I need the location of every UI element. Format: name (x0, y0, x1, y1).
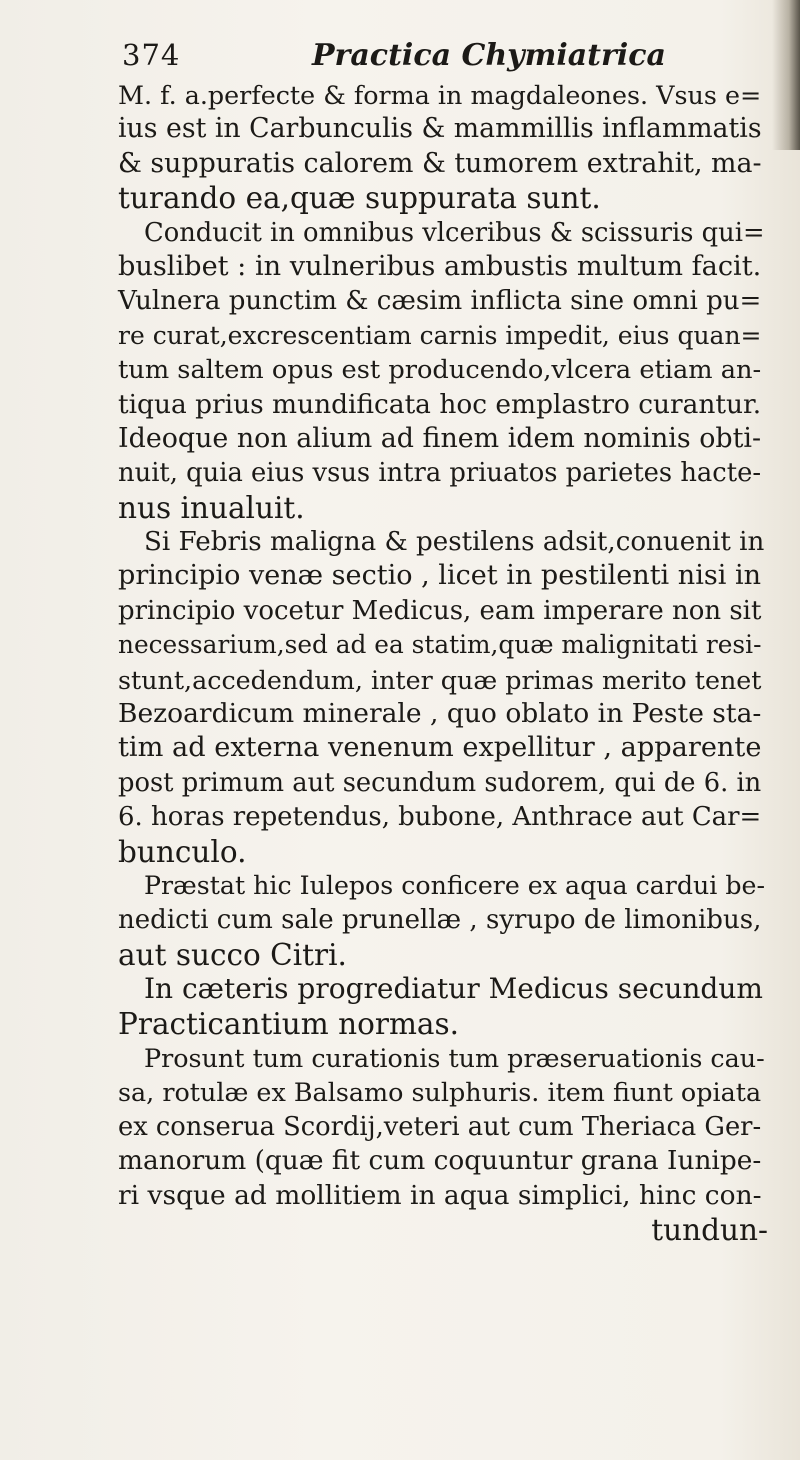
text-line: Vulnera punctim & cæsim inflicta sine omni pu= (118, 286, 762, 317)
text-line: M. f. a.perfecte & forma in magdaleones. Vsus e= (118, 80, 762, 110)
text-line: tiqua prius mundificata hoc emplastro curantur. (118, 388, 762, 420)
catchword: tundun- (651, 1212, 768, 1247)
text-line: Bezoardicum minerale , quo oblato in Peste sta- (118, 698, 762, 730)
text-line: re curat,excrescentiam carnis impedit, eius quan= (118, 320, 762, 350)
text-line: nus inualuit. (118, 490, 305, 525)
paragraph-start-line: In cæteris progrediatur Medicus secundum (144, 972, 763, 1006)
body-text (118, 78, 768, 1247)
text-line: principio vocetur Medicus, eam imperare non sit (118, 595, 762, 626)
text-line: ri vsque ad mollitiem in aqua simplici, hinc con- (118, 1179, 762, 1211)
text-line: aut succo Citri. (118, 937, 347, 972)
text-line: nedicti cum sale prunellæ , syrupo de limonibus, (118, 905, 762, 936)
text-line: buslibet : in vulneribus ambustis multum facit. (118, 250, 762, 282)
text-line: sa, rotulæ ex Balsamo sulphuris. item fiunt opiata (118, 1077, 762, 1108)
text-line: manorum (quæ fit cum coquuntur grana Iunipe- (118, 1146, 762, 1177)
paragraph-start-line: Prosunt tum curationis tum præseruationis cau- (144, 1042, 765, 1073)
text-line: turando ea,quæ suppurata sunt. (118, 181, 601, 216)
text-line: ex conserua Scordij,veteri aut cum Theriaca Ger- (118, 1111, 762, 1142)
text-line: Ideoque non alium ad finem idem nominis obti- (118, 422, 762, 454)
running-title: Practica Chymiatrica (312, 38, 666, 73)
text-line: post primum aut secundum sudorem, qui de 6. in (118, 767, 762, 798)
text-line: tum saltem opus est producendo,vlcera etiam an- (118, 355, 762, 386)
paragraph-start-line: Conducit in omnibus vlceribus & scissuris qui= (144, 217, 765, 248)
text-line: ius est in Carbunculis & mammillis inflammatis (118, 113, 762, 145)
text-line: stunt,accedendum, inter quæ primas merito tenet (118, 664, 762, 695)
text-line: necessarium,sed ad ea statim,quæ malignitati resi- (118, 630, 762, 660)
text-line: principio venæ sectio , licet in pestilenti nisi in (118, 560, 762, 592)
text-line: tim ad externa venenum expellitur , apparente (118, 732, 762, 764)
text-line: bunculo. (118, 834, 247, 869)
text-line: 6. horas repetendus, bubone, Anthrace aut Car= (118, 802, 762, 833)
paragraph-start-line: Præstat hic Iulepos conficere ex aqua cardui be- (144, 870, 766, 900)
page-edge-shadow (772, 0, 800, 150)
page-number: 374 (122, 38, 181, 72)
text-line: nuit, quia eius vsus intra priuatos parietes hacte- (118, 458, 762, 489)
running-head (122, 38, 762, 78)
paragraph-start-line: Si Febris maligna & pestilens adsit,conuenit in (144, 527, 765, 558)
text-line: Practicantium normas. (118, 1006, 460, 1041)
text-line: & suppuratis calorem & tumorem extrahit, ma- (118, 147, 762, 179)
